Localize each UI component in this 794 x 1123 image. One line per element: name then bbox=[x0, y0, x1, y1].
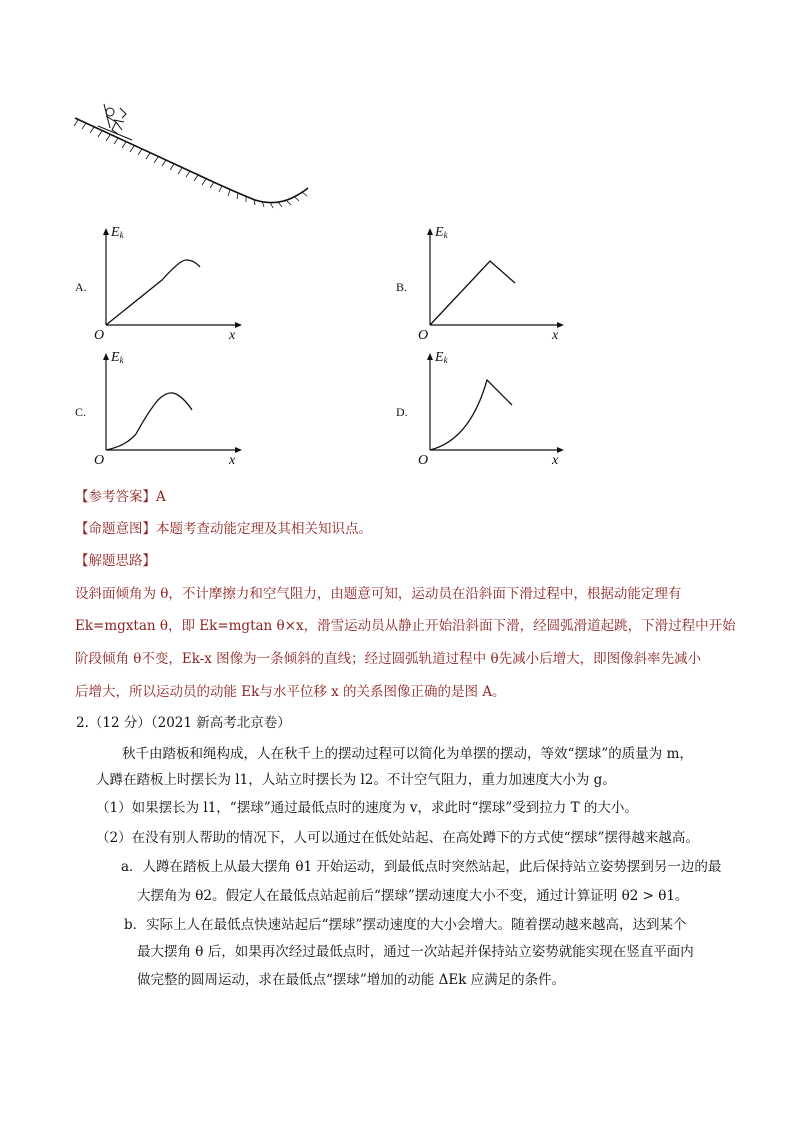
solution-idea-tag: 【解题思路】 bbox=[75, 553, 156, 569]
solution-line-4: 后增大，所以运动员的动能 Ek与水平位移 x 的关系图像正确的是图 A。 bbox=[75, 684, 506, 700]
solution-line-2: Ek=mgxtan θ，即 Ek=mgtan θ×x，滑雪运动员从静止开始沿斜面下滑，经圆弧滑道起跳，下滑过程中开始 bbox=[75, 618, 736, 634]
solution-line-1: 设斜面倾角为 θ，不计摩擦力和空气阻力，由题意可知，运动员在沿斜面下滑过程中，根据动能定理有 bbox=[75, 586, 682, 602]
curve-c bbox=[106, 393, 192, 450]
q2-part-2b-line-3: 做完整的圆周运动，求在最低点“摆球”增加的动能 ΔEk 应满足的条件。 bbox=[137, 972, 566, 988]
graph-b-x: x bbox=[552, 328, 559, 343]
graph-c bbox=[70, 350, 250, 470]
q2-part-2b-line-2: 最大摆角 θ 后，如果再次经过最低点时，通过一次站起并保持站立姿势就能实现在竖直平面内 bbox=[137, 944, 694, 960]
solution-line-3: 阶段倾角 θ不变，Ek-x 图像为一条倾斜的直线；经过圆弧轨道过程中 θ先减小后增大，即图像斜率先减小 bbox=[75, 651, 702, 667]
skier-icon bbox=[98, 104, 132, 140]
curve-d bbox=[430, 380, 512, 450]
graph-c-y: $E_k$ bbox=[111, 350, 124, 365]
graph-c-origin: O bbox=[94, 453, 105, 468]
q2-part-2a-line-2: 大摆角为 θ2。假定人在最低点站起前后“摆球”摆动速度大小不变，通过计算证明 θ2 > θ1。 bbox=[137, 888, 689, 904]
graph-b-y: $E_k$ bbox=[435, 225, 448, 240]
graph-a-y: $E_k$ bbox=[111, 225, 124, 240]
graph-d-x: x bbox=[552, 453, 559, 468]
graph-a bbox=[70, 225, 250, 345]
graph-d-y: $E_k$ bbox=[435, 350, 448, 365]
graph-b-origin: O bbox=[418, 328, 429, 343]
question-intent: 【命题意图】本题考查动能定理及其相关知识点。 bbox=[75, 521, 372, 537]
graph-d bbox=[395, 350, 575, 470]
q2-part-2: （2）在没有别人帮助的情况下，人可以通过在低处站起、在高处蹲下的方式使“摆球”摆得越来越高。 bbox=[96, 830, 699, 846]
q2-para-1: 秋千由踏板和绳构成，人在秋千上的摆动过程可以简化为单摆的摆动，等效“摆球”的质量为 m， bbox=[122, 746, 693, 762]
curve-b bbox=[430, 261, 515, 325]
graph-c-x: x bbox=[229, 453, 236, 468]
graph-d-origin: O bbox=[418, 453, 429, 468]
q2-para-2: 人蹲在踏板上时摆长为 l1，人站立时摆长为 l2。不计空气阻力，重力加速度大小为 g。 bbox=[96, 772, 616, 788]
option-c-label: C. bbox=[75, 405, 87, 419]
option-b-label: B. bbox=[396, 280, 408, 294]
graph-b bbox=[395, 225, 575, 345]
question-2-header: 2.（12 分）（2021 新高考北京卷） bbox=[76, 715, 291, 731]
q2-part-1: （1）如果摆长为 l1，“摆球”通过最低点时的速度为 v，求此时“摆球”受到拉力 T 的大小。 bbox=[96, 800, 638, 816]
ski-slope-figure bbox=[70, 100, 315, 215]
option-a-label: A. bbox=[75, 280, 87, 294]
curve-a bbox=[106, 260, 200, 325]
q2-part-2b-line-1: b．实际上人在最低点快速站起后“摆球”摆动速度的大小会增大。随着摆动越来越高，达到某个 bbox=[124, 917, 687, 933]
graph-a-origin: O bbox=[94, 328, 105, 343]
q2-part-2a-line-1: a．人蹲在踏板上从最大摆角 θ1 开始运动，到最低点时突然站起，此后保持站立姿势摆到另一边的最 bbox=[121, 859, 722, 875]
graph-a-x: x bbox=[229, 328, 236, 343]
reference-answer: 【参考答案】A bbox=[75, 489, 166, 505]
option-d-label: D. bbox=[396, 405, 408, 419]
